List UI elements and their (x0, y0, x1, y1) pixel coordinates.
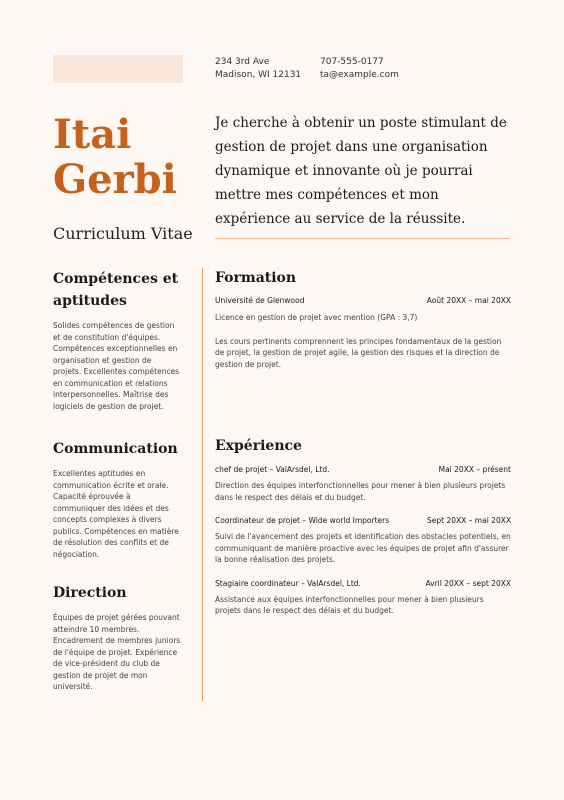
formation-dates: Août 20XX – mai 20XX (426, 296, 511, 305)
address-line-2: Madison, WI 12131 (215, 70, 302, 80)
job-header (215, 516, 511, 525)
job-dates: Mai 20XX – présent (438, 465, 511, 474)
courses-text: Les cours pertinents comprennent les principes fondamentaux de la gestion de projet, la gestion de projet agile, la gestion des risques et la direction de gestion de projet. (215, 336, 502, 369)
job-description: Direction des équipes interfonctionnelles pour mener à bien plusieurs projets dans le respect des délais et du budget. (215, 481, 506, 502)
job-role: chef de projet – ValArsdel, Ltd. (215, 465, 330, 474)
objective-divider (215, 238, 510, 239)
job-entry (215, 465, 511, 503)
skills-title: Compétences et aptitudes (53, 271, 179, 309)
objective-statement: Je cherche à obtenir un poste stimulant de gestion de projet dans une organisation dynamique et innovante où je pourrai mettre mes compétences et mon expérience au service de la réussite. (215, 115, 507, 227)
first-name: Itai (53, 111, 132, 158)
direction-section (53, 582, 181, 693)
communication-section (53, 438, 181, 560)
job-role: Coordinateur de projet – Wide world Importers (215, 516, 390, 525)
experience-section (215, 438, 511, 617)
last-name: Gerbi (53, 156, 177, 203)
school-name: Université de Glenwood (215, 296, 305, 305)
experience-title: Expérience (215, 438, 302, 454)
communication-body: Excellentes aptitudes en communication écrite et orale. Capacité éprouvée à communiquer des idées et des concepts complexes à divers publics. Compétences en matière de résolution des conflits et de négociation. (53, 469, 179, 559)
contact-block (320, 56, 399, 82)
job-description: Assistance aux équipes interfonctionnelles pour mener à bien plusieurs projets dans le respect des délais et du budget. (215, 594, 484, 615)
address-line-1: 234 3rd Ave (215, 57, 270, 67)
job-header (215, 465, 511, 474)
column-divider (202, 268, 203, 701)
phone-number: 707-555-0177 (320, 57, 384, 67)
job-entry (215, 579, 511, 617)
direction-body: Équipes de projet gérées pouvant atteindre 10 membres. Encadrement de membres juniors de l'équipe de projet. Expérience de vice-président du club de gestion de projet de mon université. (53, 613, 181, 691)
formation-section (215, 270, 511, 370)
job-description: Suivi de l'avancement des projets et identification des obstacles potentiels, en communiquant de manière proactive avec les équipes de projet afin d'assurer la bonne réalisation des projets. (215, 532, 511, 564)
formation-row (215, 296, 511, 305)
document-subtitle: Curriculum Vitae (53, 224, 193, 243)
logo-placeholder (53, 55, 183, 83)
communication-title: Communication (53, 441, 178, 457)
skills-section (53, 268, 181, 412)
direction-title: Direction (53, 585, 127, 601)
job-dates: Sept 20XX – mai 20XX (427, 516, 511, 525)
email-link[interactable]: ta@example.com (320, 70, 399, 80)
address-block (215, 56, 301, 82)
person-name (53, 112, 177, 202)
degree-text: Licence en gestion de projet avec mention (GPA : 3,7) (215, 313, 418, 322)
job-entry (215, 516, 511, 566)
skills-body: Solides compétences de gestion et de constitution d'équipes. Compétences exceptionnelles en organisation et gestion de projets. Excellentes compétences en communication et relations interpersonnelles. Maîtrise des logiciels de gestion de projet. (53, 321, 180, 411)
job-role: Stagiaire coordinateur – ValArsdel, Ltd. (215, 578, 361, 588)
formation-title: Formation (215, 270, 297, 286)
job-dates: Avril 20XX – sept 20XX (425, 578, 511, 588)
job-header (215, 579, 511, 588)
